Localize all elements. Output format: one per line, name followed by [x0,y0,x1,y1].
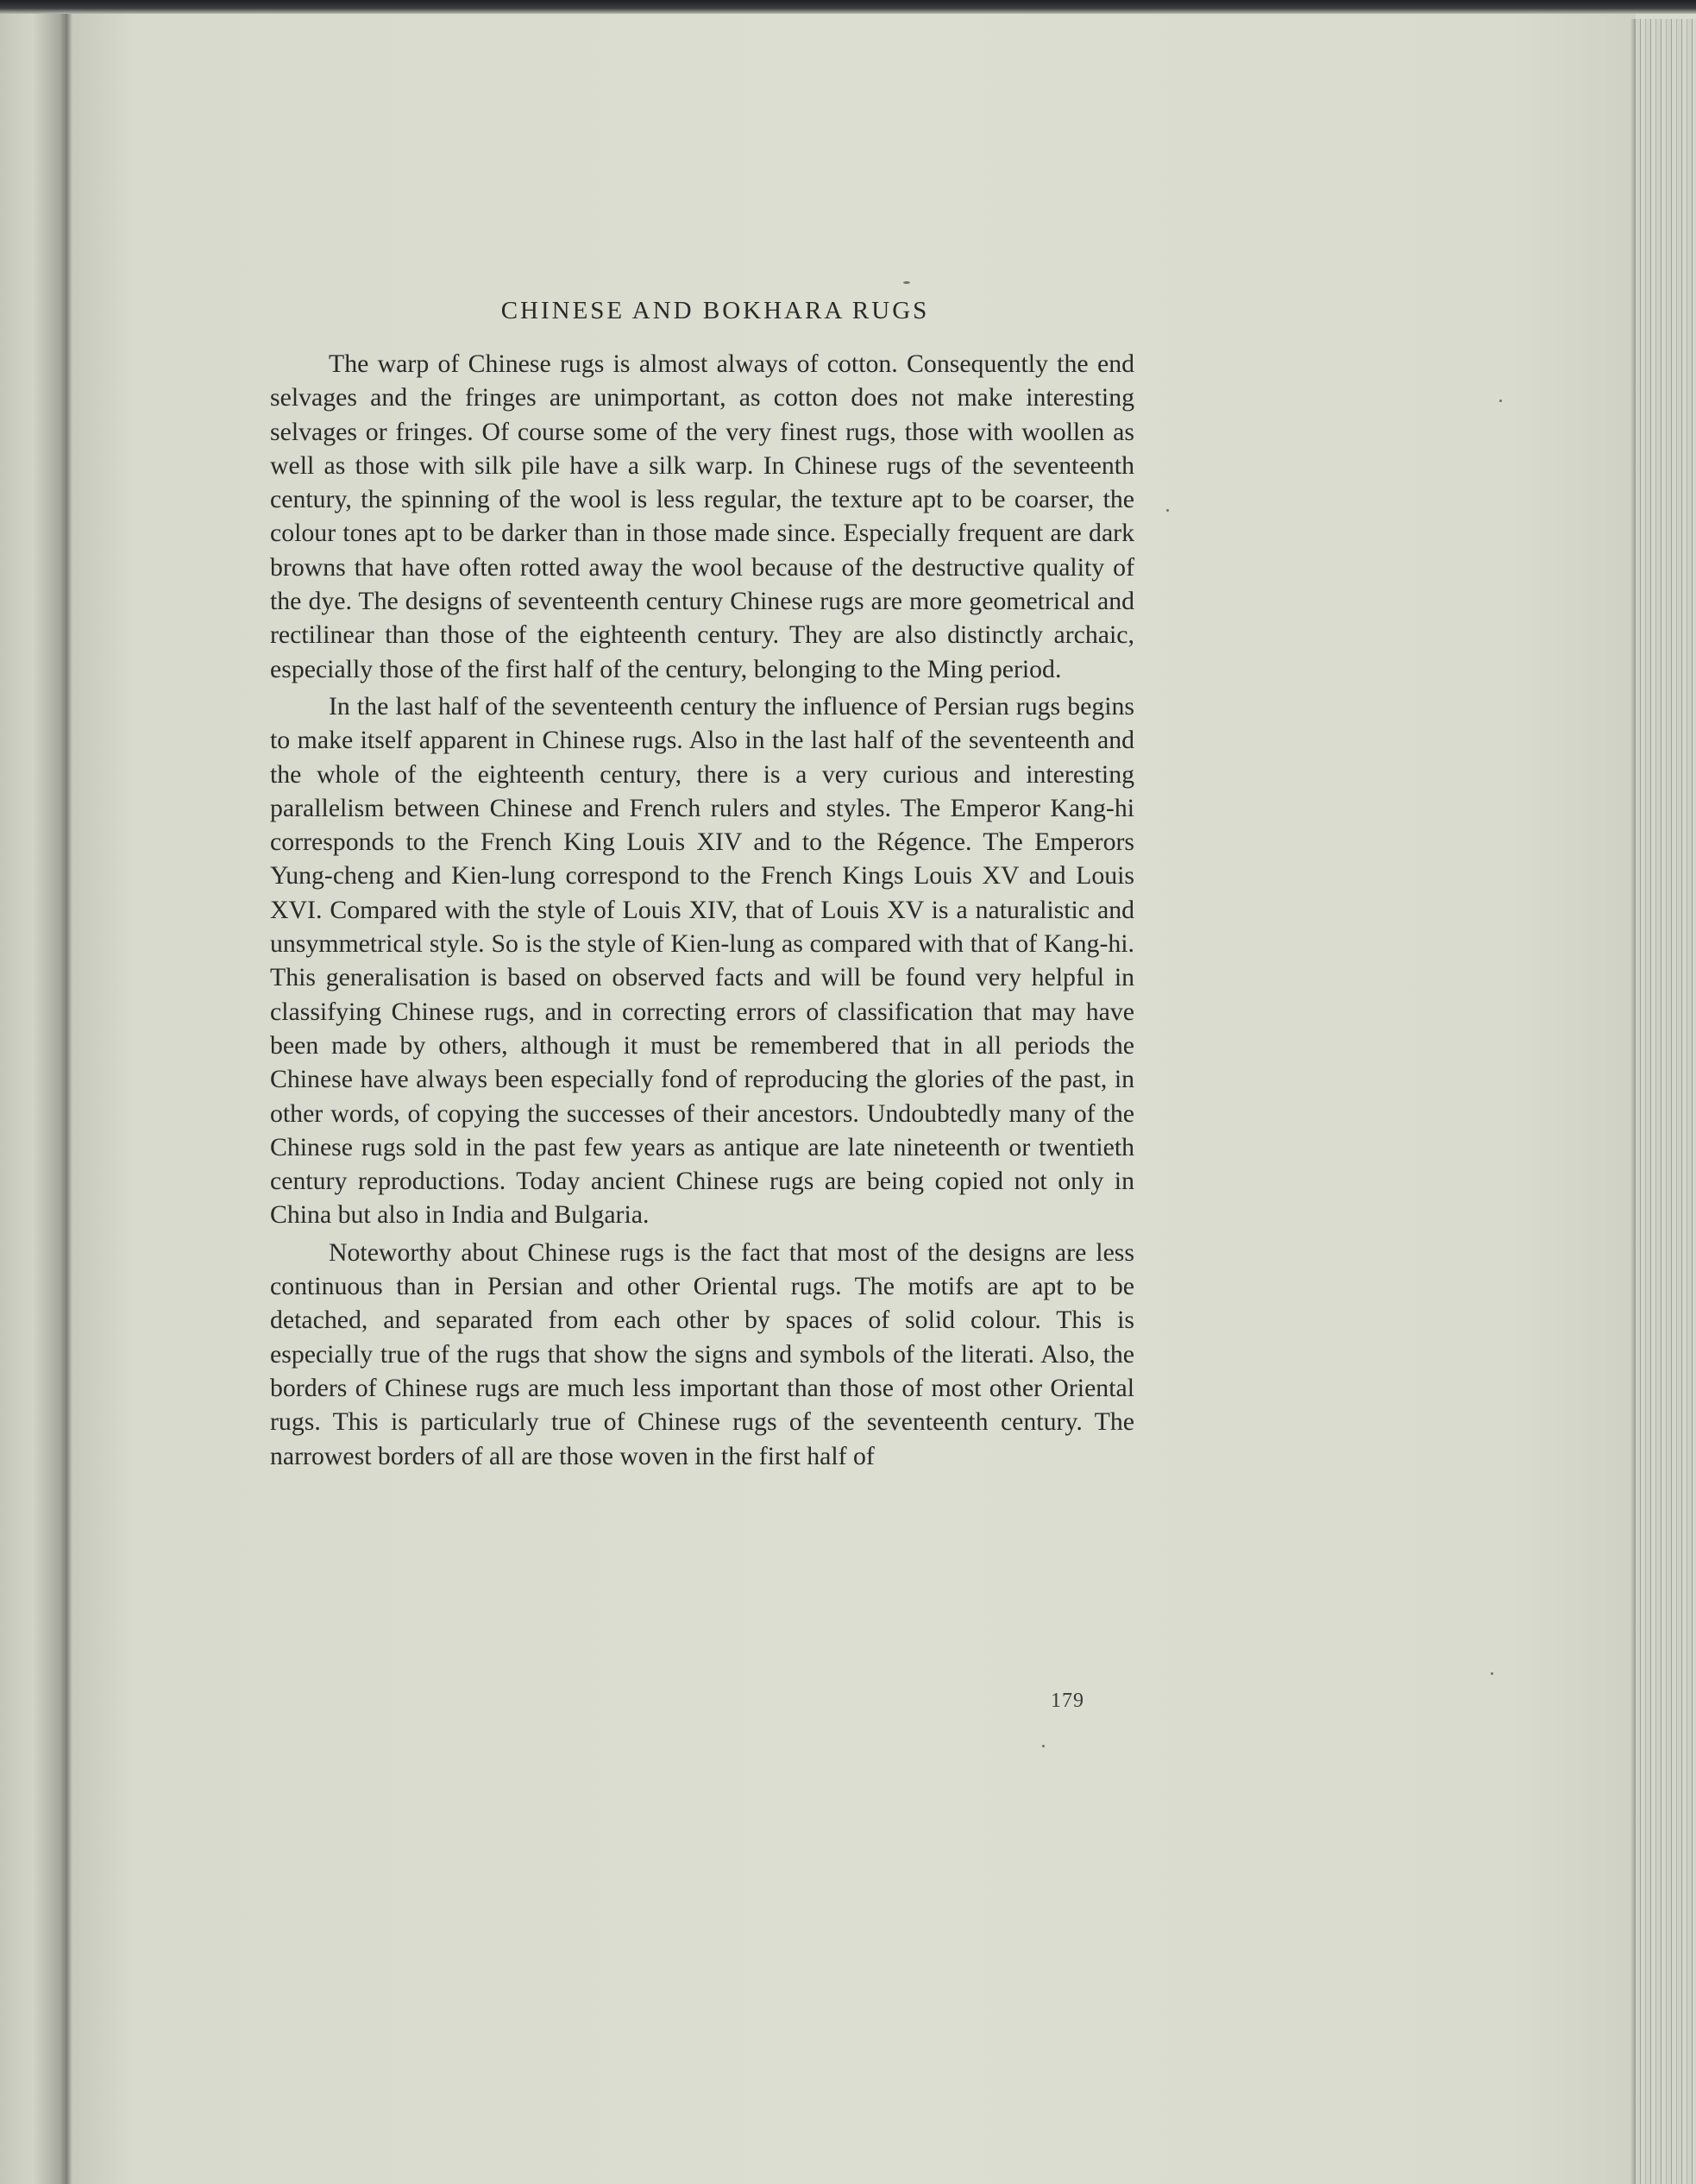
paper-speck [1491,1672,1493,1675]
paragraph-2: In the last half of the seventeenth century the influence of Persian rugs begins to make itself apparent in Chinese rugs. Also in the last half of the seventeenth and the whole of the eighteenth century, there is a very curious and interesting parallelism between Chinese and French rulers and styles. The Emperor Kang-hi corresponds to the French King Louis XIV and to the Régence. The Emperors Yung-cheng and Kien-lung correspond to the French Kings Louis XV and Louis XVI. Compared with the style of Louis XIV, that of Louis XV is a naturalistic and unsymmetrical style. So is the style of Kien-lung as compared with that of Kang-hi. This generalisation is based on observed facts and will be found very helpful in classifying Chinese rugs, and in correcting errors of classification that may have been made by others, although it must be remembered that in all periods the Chinese have always been especially fond of reproducing the glories of the past, in other words, of copying the successes of their ancestors. Undoubtedly many of the Chinese rugs sold in the past few years as antique are late nineteenth or twentieth century reproductions. Today ancient Chinese rugs are being copied not only in China but also in India and Bulgaria. [270,691,1134,1230]
page-edges [1636,19,1696,2184]
paper-speck [1166,509,1169,512]
page-heading: CHINESE AND BOKHARA RUGS [500,297,930,324]
paper-speck [1042,1745,1045,1747]
paragraph-1: The warp of Chinese rugs is almost always of cotton. Consequently the end selvages and the fringes are unimportant, as cotton does not make interesting selvages or fringes. Of course some of the very finest rugs, those with woollen as well as those with silk pile have a silk warp. In Chinese rugs of the seventeenth century, the spinning of the wool is less regular, the texture apt to be coarser, the colour tones apt to be darker than in those made since. Especially frequent are dark browns that have often rotted away the wool because of the destructive quality of the dye. The designs of seventeenth century Chinese rugs are more geometrical and rectilinear than those of the eighteenth century. They are also distinctly archaic, especially those of the first half of the century, belonging to the Ming period. [270,349,1134,683]
page-number: 179 [1051,1690,1084,1712]
binding-edge [0,0,1696,14]
book-gutter [0,0,72,2184]
paper-speck [1499,400,1502,402]
paper-speck [903,281,910,284]
text-block [270,293,1134,1476]
paragraph-3: Noteworthy about Chinese rugs is the fact that most of the designs are less continuous than in Persian and other Oriental rugs. The motifs are apt to be detached, and separated from each other by spaces of solid colour. This is especially true of the rugs that show the signs and symbols of the literati. Also, the borders of Chinese rugs are much less important than those of most other Oriental rugs. This is particularly true of Chinese rugs of the seventeenth century. The narrowest borders of all are those woven in the first half of [270,1237,1134,1470]
